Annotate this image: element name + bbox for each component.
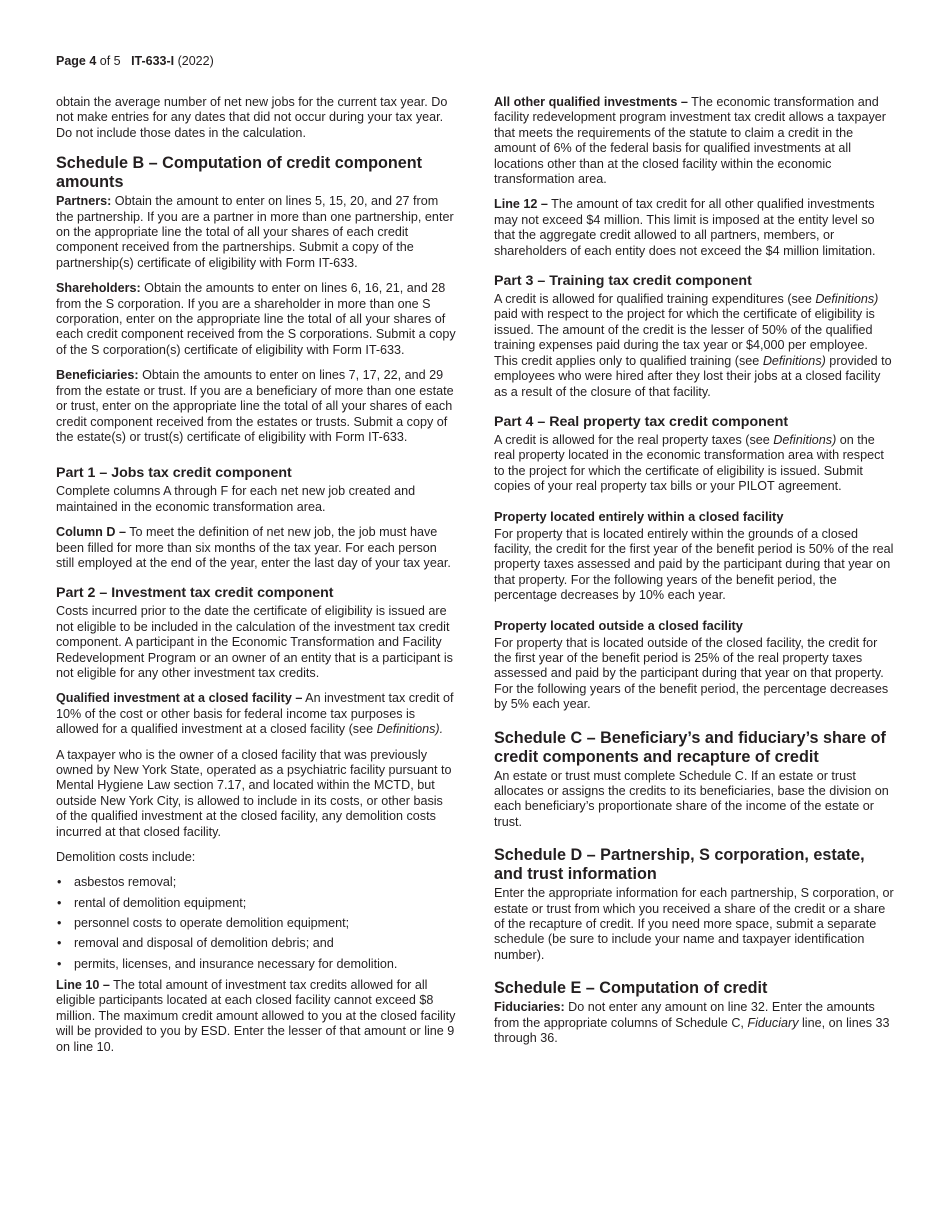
list-item: • personnel costs to operate demolition equipment;: [56, 916, 456, 931]
qualified-investment-paragraph: [56, 691, 456, 737]
definitions-ref: Definitions): [773, 432, 837, 447]
fiduciaries-text-a: Do not enter any amount on line 32. Enter the amounts from the appropriate columns of Schedule C,: [494, 1000, 875, 1030]
fiduciaries-lead: Fiduciaries:: [494, 1000, 565, 1015]
part2-paragraph: Costs incurred prior to the date the certificate of eligibility is issued are not eligible to be included in the calculation of the investment tax credit component. A participant in the Economic Transformation and Facility Redevelopment Program or an owner of an entity that is a participant is not eligible for any other investment tax credits.: [56, 604, 453, 680]
form-id: IT-633-I: [131, 54, 175, 68]
all-other-investments-lead: All other qualified investments –: [494, 95, 688, 109]
qualified-investment-lead: Qualified investment at a closed facility –: [56, 691, 303, 706]
part1-heading: Part 1 – Jobs tax credit component: [56, 465, 292, 482]
shareholders-text: Obtain the amounts to enter on lines 6, 16, 21, and 28 from the S corporation. If you are a shareholder in more than one S corporation, enter on the appropriate line the total of all your shares of each credit component received from the S corporations. Submit a copy of the S corporation(s) certificate of eligibility with Form IT-633.: [56, 281, 456, 357]
schedule-c-paragraph: An estate or trust must complete Schedule C. If an estate or trust allocates or assigns the credits to its beneficiaries, base the division on each beneficiary’s proportionate share of the income of the estate or trust.: [494, 768, 889, 829]
part3-paragraph: [494, 292, 894, 400]
schedule-d-paragraph: Enter the appropriate information for each partnership, S corporation, or estate or trust from which you received a share of the credit or a share of the recapture of credit. If you need more space, submit a separate schedule (be sure to include your name and taxpayer identification number).: [494, 886, 894, 962]
form-year: (2022): [174, 54, 214, 68]
schedule-d-heading: Schedule D – Partnership, S corporation, estate, and trust information: [494, 846, 865, 884]
qualified-investment-text: An investment tax credit of 10% of the cost or other basis for federal income tax purposes is allowed for a qualified investment at a closed facility (see: [56, 691, 454, 737]
schedule-c-heading: Schedule C – Beneficiary’s and fiduciary’s share of credit components and recapture of credit: [494, 728, 886, 766]
outside-closed-facility-paragraph: For property that is located outside of the closed facility, the credit for the first year of the benefit period is 25% of the real property taxes assessed and paid by the participant during that year on that property. For the following years of the benefit period, the percentage decreases by 5% each year.: [494, 635, 889, 712]
partners-lead: Partners:: [56, 194, 112, 209]
intro-paragraph: obtain the average number of net new jobs for the current tax year. Do not make entries for any dates that did not occur during your tax year. Do not include those dates in the calculation.: [56, 95, 448, 140]
list-item: • rental of demolition equipment;: [56, 896, 456, 911]
part4-text-b: on the real property located in the economic transformation area with respect to the project for which the certificate of eligibility is issued. Submit copies of your real property tax bills or your PILOT agreement.: [494, 432, 884, 494]
line12-text: The amount of tax credit for all other qualified investments may not exceed $4 million. This limit is imposed at the entity level so that the aggregate credit allowed to all partners, members, or shareholders of each entity does not exceed the $4 million limitation.: [494, 197, 876, 258]
definitions-ref: Definitions).: [376, 722, 444, 737]
page-number: Page 4: [56, 54, 97, 68]
column-d-text: To meet the definition of net new job, the job must have been filled for more than six months of the tax year. For each person still employed at the end of the year, enter the last day of your tax year.: [56, 525, 451, 570]
column-d-lead: Column D –: [56, 525, 126, 540]
demolition-intro: Demolition costs include:: [56, 850, 196, 865]
all-other-investments-text: The economic transformation and facility redevelopment program investment tax credit allows a taxpayer that meets the requirements of the statute to claim a credit in the amount of 6% of the federal basis for qualified investments at all locations other than at the closed facility within the economic transformation area.: [494, 95, 886, 187]
definitions-ref: Definitions): [762, 353, 826, 368]
list-item: • permits, licenses, and insurance necessary for demolition.: [56, 957, 456, 972]
schedule-b-heading: Schedule B – Computation of credit component amounts: [56, 154, 423, 192]
part4-heading: Part 4 – Real property tax credit component: [494, 413, 789, 430]
page-header: [56, 53, 214, 69]
column-d-paragraph: [56, 525, 456, 571]
shareholders-lead: Shareholders:: [56, 281, 141, 296]
line10-paragraph: [56, 978, 456, 1055]
definitions-ref: Definitions): [815, 292, 879, 307]
beneficiaries-text: Obtain the amounts to enter on lines 7, 17, 22, and 29 from the estate or trust. If you are a beneficiary of more than one estate or trust, enter on the appropriate line the total of all your shares of each credit component received from the estates or trusts. Submit a copy of the estate(s) or trust(s) certificate of eligibility with Form IT-633.: [56, 368, 454, 444]
part2-heading: Part 2 – Investment tax credit component: [56, 585, 334, 602]
line10-lead: Line 10 –: [56, 978, 110, 993]
within-closed-facility-paragraph: For property that is located entirely within the grounds of a closed facility, the credit for the first year of the benefit period is 50% of the real property taxes assessed and paid by the participant during that year on that property. For the following years of the benefit period, the percentage decreases by 10% each year.: [494, 526, 894, 603]
within-closed-facility-heading: Property located entirely within a closed facility: [494, 508, 784, 524]
partners-paragraph: [56, 194, 456, 271]
page-total: of 5: [96, 54, 121, 68]
fiduciaries-text-b: line, on lines 33 through 36.: [494, 1015, 890, 1046]
list-item: • removal and disposal of demolition debris; and: [56, 936, 456, 951]
right-column: [494, 95, 894, 1056]
part3-heading: Part 3 – Training tax credit component: [494, 273, 752, 290]
demolition-list: [56, 875, 456, 972]
beneficiaries-lead: Beneficiaries:: [56, 368, 139, 383]
beneficiaries-paragraph: [56, 368, 456, 445]
line12-paragraph: [494, 197, 894, 259]
line12-lead: Line 12 –: [494, 197, 548, 212]
part3-text-b: paid with respect to the project for which the certificate of eligibility is issued. The amount of the credit is the lesser of 50% of the qualified training expenses paid during the tax year or $4,000 per employee. This credit applies only to qualified training (see: [494, 307, 875, 368]
all-other-investments-paragraph: [494, 95, 894, 187]
part4-paragraph: [494, 433, 894, 495]
part4-text-a: A credit is allowed for the real property taxes (see: [494, 432, 774, 447]
outside-closed-facility-heading: Property located outside a closed facility: [494, 617, 743, 633]
fiduciary-ref: Fiduciary: [747, 1015, 799, 1030]
taxpayer-paragraph: A taxpayer who is the owner of a closed facility that was previously owned by New York State, operated as a psychiatric facility pursuant to Mental Hygiene Law section 7.17, and located within the MCTD, but outside New York City, is allowed to include in its costs, or other basis of the qualified investment at the closed facility, any demolition costs incurred at that closed facility.: [56, 747, 452, 839]
partners-text: Obtain the amount to enter on lines 5, 15, 20, and 27 from the partnership. If you are a partner in more than one partnership, enter on the appropriate line the total of all your shares of each credit component received from the partnerships. Submit a copy of the partnership(s) certificate of eligibility with Form IT-633.: [56, 194, 454, 270]
left-column: [56, 95, 456, 1065]
shareholders-paragraph: [56, 281, 456, 358]
line10-text: The total amount of investment tax credits allowed for all eligible participants located at each closed facility cannot exceed $8 million. The maximum credit amount allowed to you at the closed facility will be provided to you by ESD. Enter the lesser of that amount or line 9 on line 10.: [56, 978, 456, 1054]
list-item: • asbestos removal;: [56, 875, 456, 890]
part3-text-c: provided to employees who were hired after they lost their jobs at a closed facility as a result of the closure of that facility.: [494, 353, 892, 399]
schedule-e-heading: Schedule E – Computation of credit: [494, 979, 768, 998]
fiduciaries-paragraph: [494, 1000, 894, 1046]
part3-text-a: A credit is allowed for qualified training expenditures (see: [494, 292, 816, 307]
part1-paragraph: Complete columns A through F for each net new job created and maintained in the economic transformation area.: [56, 484, 416, 514]
